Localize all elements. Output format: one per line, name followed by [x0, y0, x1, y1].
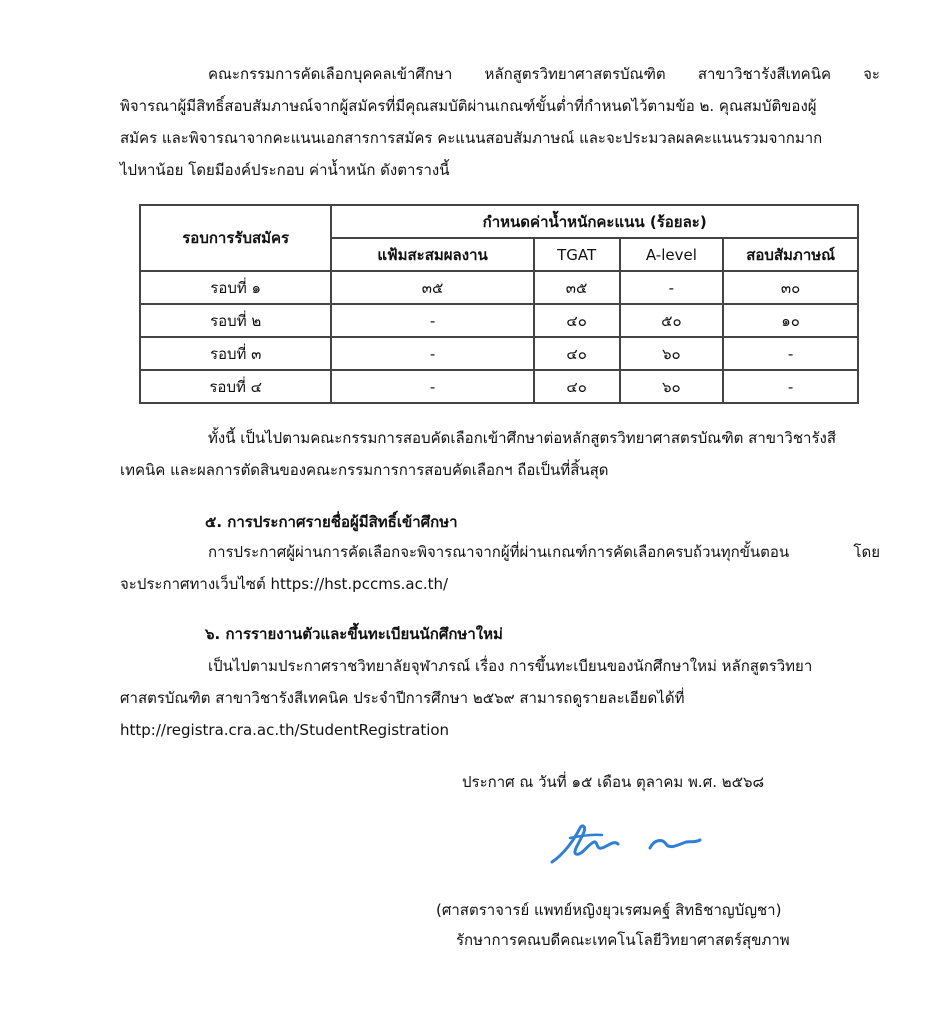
intro-word: สาขาวิชารังสีเทคนิค: [697, 65, 831, 83]
alevel-cell: ๕๐: [620, 304, 724, 337]
note-line-1: ทั้งนี้ เป็นไปตามคณะกรรมการสอบคัดเลือกเข้าศึกษาต่อหลักสูตรวิทยาศาสตรบัณฑิต สาขาวิชารังสี: [208, 429, 836, 447]
tgat-cell: ๔๐: [534, 370, 620, 403]
section-6-line-1: เป็นไปตามประกาศราชวิทยาลัยจุฬาภรณ์ เรื่อง การขึ้นทะเบียนของนักศึกษาใหม่ หลักสูตรวิทยา: [208, 657, 813, 675]
intro-line-2: พิจารณาผู้มีสิทธิ์สอบสัมภาษณ์จากผู้สมัครที่มีคุณสมบัติผ่านเกณฑ์ขั้นต่ำที่กำหนดไว้ตามข้อ ๒. คุณสมบัติของผู้: [120, 97, 817, 115]
intro-line-4: ไปหาน้อย โดยมีองค์ประกอบ ค่าน้ำหนัก ดังตารางนี้: [120, 161, 450, 179]
round-cell: รอบที่ ๑: [140, 271, 331, 304]
portfolio-cell: ๓๕: [331, 271, 533, 304]
tgat-cell: ๓๕: [534, 271, 620, 304]
section-6-paragraph: [120, 650, 880, 746]
weight-group-header: กำหนดค่าน้ำหนักคะแนน (ร้อยละ): [331, 205, 858, 238]
round-cell: รอบที่ ๓: [140, 337, 331, 370]
section-5-word: โดย: [853, 543, 880, 561]
signature-image: [540, 818, 710, 868]
signer-name: (ศาสตราจารย์ แพทย์หญิงยุวเรศมคฐ์ สิทธิชาญบัญชา): [436, 901, 782, 919]
intro-line-3: สมัคร และพิจารณาจากคะแนนเอกสารการสมัคร คะแนนสอบสัมภาษณ์ และจะประมวลผลคะแนนรวมจากมาก: [120, 129, 823, 147]
round-cell: รอบที่ ๒: [140, 304, 331, 337]
interview-cell: ๑๐: [723, 304, 858, 337]
table-header-row: [140, 205, 858, 238]
note-paragraph: [120, 422, 880, 486]
alevel-cell: ๖๐: [620, 370, 724, 403]
interview-cell: ๓๐: [723, 271, 858, 304]
intro-line-1: [120, 58, 880, 90]
table-row: [140, 337, 858, 370]
interview-cell: -: [723, 370, 858, 403]
signer-block: [436, 895, 790, 955]
tgat-cell: ๔๐: [534, 337, 620, 370]
round-cell: รอบที่ ๔: [140, 370, 331, 403]
alevel-cell: ๖๐: [620, 337, 724, 370]
score-weight-table: [139, 204, 859, 404]
interview-cell: -: [723, 337, 858, 370]
portfolio-cell: -: [331, 370, 533, 403]
intro-paragraph: [120, 58, 880, 186]
registration-link[interactable]: http://registra.cra.ac.th/StudentRegistration: [120, 721, 450, 739]
round-header: รอบการรับสมัคร: [140, 205, 331, 271]
section-5-line-2: จะประกาศทางเว็บไซต์ https://hst.pccms.ac.th/: [120, 575, 449, 593]
intro-word: หลักสูตรวิทยาศาสตรบัณฑิต: [484, 65, 666, 83]
tgat-cell: ๔๐: [534, 304, 620, 337]
table-row: [140, 304, 858, 337]
table-row: [140, 271, 858, 304]
note-line-2: เทคนิค และผลการตัดสินของคณะกรรมการการสอบคัดเลือกฯ ถือเป็นที่สิ้นสุด: [120, 461, 609, 479]
section-5-word: การประกาศผู้ผ่านการคัดเลือกจะพิจารณาจากผู้ที่ผ่านเกณฑ์การคัดเลือกครบถ้วนทุกขั้นตอน: [208, 543, 790, 561]
intro-word: จะ: [863, 65, 880, 83]
section-5-heading: ๕. การประกาศรายชื่อผู้มีสิทธิ์เข้าศึกษา: [205, 513, 458, 531]
intro-word: คณะกรรมการคัดเลือกบุคคลเข้าศึกษา: [208, 65, 453, 83]
section-5-line-1: [120, 536, 880, 568]
section-6-heading: ๖. การรายงานตัวและขึ้นทะเบียนนักศึกษาใหม่: [205, 625, 503, 643]
announcement-date: ประกาศ ณ วันที่ ๑๕ เดือน ตุลาคม พ.ศ. ๒๕๖๘: [462, 773, 765, 791]
section-5-paragraph: [120, 536, 880, 600]
portfolio-cell: -: [331, 304, 533, 337]
col-interview-header: สอบสัมภาษณ์: [723, 238, 858, 271]
table-row: [140, 370, 858, 403]
alevel-cell: -: [620, 271, 724, 304]
col-portfolio-header: แฟ้มสะสมผลงาน: [331, 238, 533, 271]
signer-title: รักษาการคณบดีคณะเทคโนโลยีวิทยาศาสตร์สุขภาพ: [456, 931, 790, 949]
col-tgat-header: TGAT: [534, 238, 620, 271]
section-6-line-2: ศาสตรบัณฑิต สาขาวิชารังสีเทคนิค ประจำปีการศึกษา ๒๕๖๙ สามารถดูรายละเอียดได้ที่: [120, 689, 685, 707]
portfolio-cell: -: [331, 337, 533, 370]
col-alevel-header: A-level: [620, 238, 724, 271]
